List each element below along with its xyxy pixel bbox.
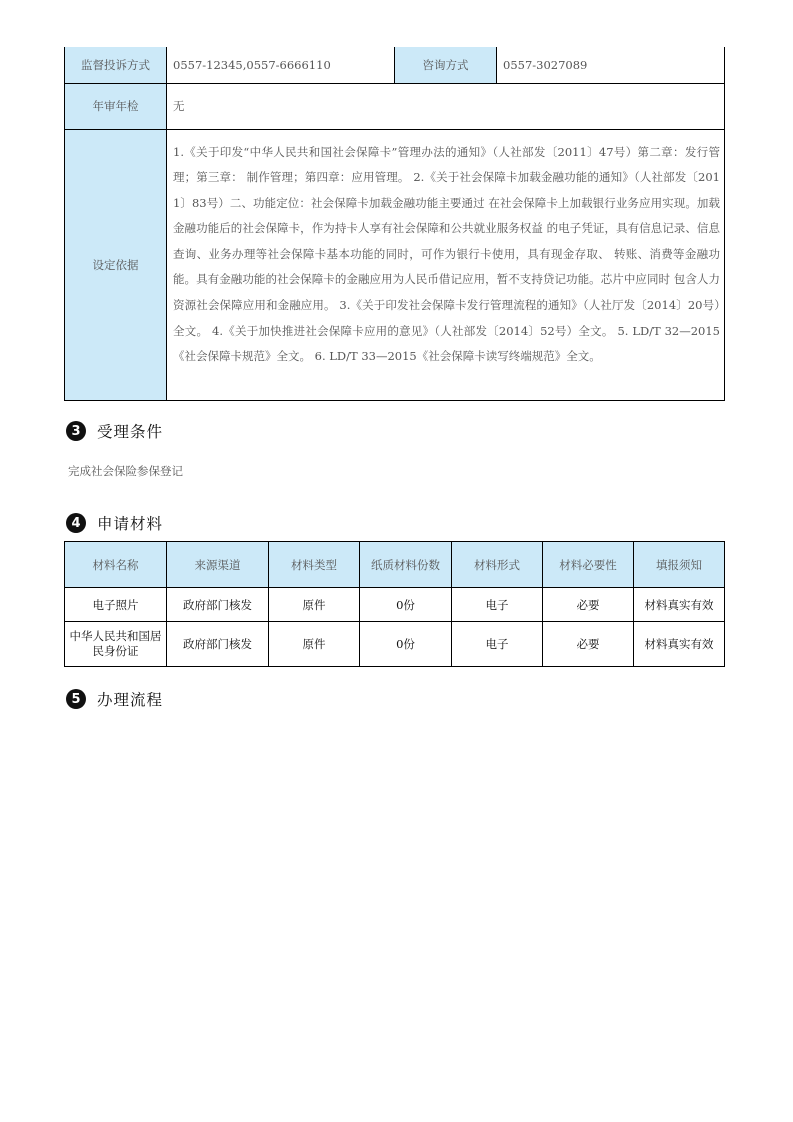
section-title: 受理条件 [97, 423, 164, 441]
header-cell: 填报须知 [634, 542, 725, 588]
header-cell: 材料名称 [65, 542, 167, 588]
header-cell: 材料必要性 [543, 542, 634, 588]
table-cell: 电子 [452, 588, 543, 622]
table-cell: 材料真实有效 [634, 622, 725, 667]
table-cell: 政府部门核发 [167, 622, 269, 667]
table-cell: 政府部门核发 [167, 588, 269, 622]
table-cell: 电子 [452, 622, 543, 667]
header-cell: 纸质材料份数 [360, 542, 452, 588]
table-cell: 原件 [269, 588, 360, 622]
section-5-heading [66, 688, 163, 710]
table-header-row [65, 542, 725, 588]
supervision-value: 0557-12345,0557-6666110 [167, 47, 395, 83]
section-3-heading [66, 420, 163, 442]
section-title: 申请材料 [97, 515, 164, 533]
table-cell: 中华人民共和国居民身份证 [65, 622, 167, 667]
acceptance-conditions-text: 完成社会保险参保登记 [68, 464, 183, 478]
table-cell: 0份 [360, 588, 452, 622]
consult-label: 咨询方式 [395, 47, 497, 83]
annual-label: 年审年检 [65, 83, 167, 129]
table-cell: 原件 [269, 622, 360, 667]
header-cell: 材料类型 [269, 542, 360, 588]
section-number-badge: 4 [66, 513, 86, 533]
section-number-badge: 5 [66, 689, 86, 709]
consult-value: 0557-3027089 [497, 47, 725, 83]
table-row [65, 588, 725, 622]
table-cell: 材料真实有效 [634, 588, 725, 622]
table-row [65, 622, 725, 667]
table-cell: 必要 [543, 588, 634, 622]
annual-value: 无 [167, 83, 725, 129]
header-cell: 来源渠道 [167, 542, 269, 588]
section-title: 办理流程 [97, 691, 164, 709]
basis-value: 1.《关于印发“中华人民共和国社会保障卡”管理办法的通知》（人社部发〔2011〕47号）第二章：发行管理；第三章： 制作管理；第四章：应用管理。 2.《关于社会保障卡加载金融功能的通知》（人社部发〔2011〕83号）二、功能定位：社会保障卡加载金融功能主要通过 在社会保障卡上加载银行业务应用实现。加载金融功能后的社会保障卡，作为持卡人享有社会保障和公共就业服务权益 的电子凭证，具有信息记录、信息查询、业务办理等社会保障卡基本功能的同时，可作为银行卡使用，具有现金存取、 转账、消费等金融功能。具有金融功能的社会保障卡的金融应用为人民币借记应用，暂不支持贷记功能。芯片中应同时 包含人力资源社会保障应用和金融应用。 3.《关于印发社会保障卡发行管理流程的通知》（人社厅发〔2014〕20号）全文。 4.《关于加快推进社会保障卡应用的意见》（人社部发〔2014〕52号）全文。 5. LD/T 32—2015《社会保障卡规范》全文。 6. LD/T 33—2015《社会保障卡读写终端规范》全文。 [167, 129, 725, 400]
supervision-label: 监督投诉方式 [65, 47, 167, 83]
table-cell: 电子照片 [65, 588, 167, 622]
section-4-heading [66, 512, 163, 534]
materials-table [64, 541, 725, 667]
info-table [64, 47, 725, 401]
table-cell: 0份 [360, 622, 452, 667]
section-number-badge: 3 [66, 421, 86, 441]
basis-label: 设定依据 [65, 129, 167, 400]
table-cell: 必要 [543, 622, 634, 667]
header-cell: 材料形式 [452, 542, 543, 588]
